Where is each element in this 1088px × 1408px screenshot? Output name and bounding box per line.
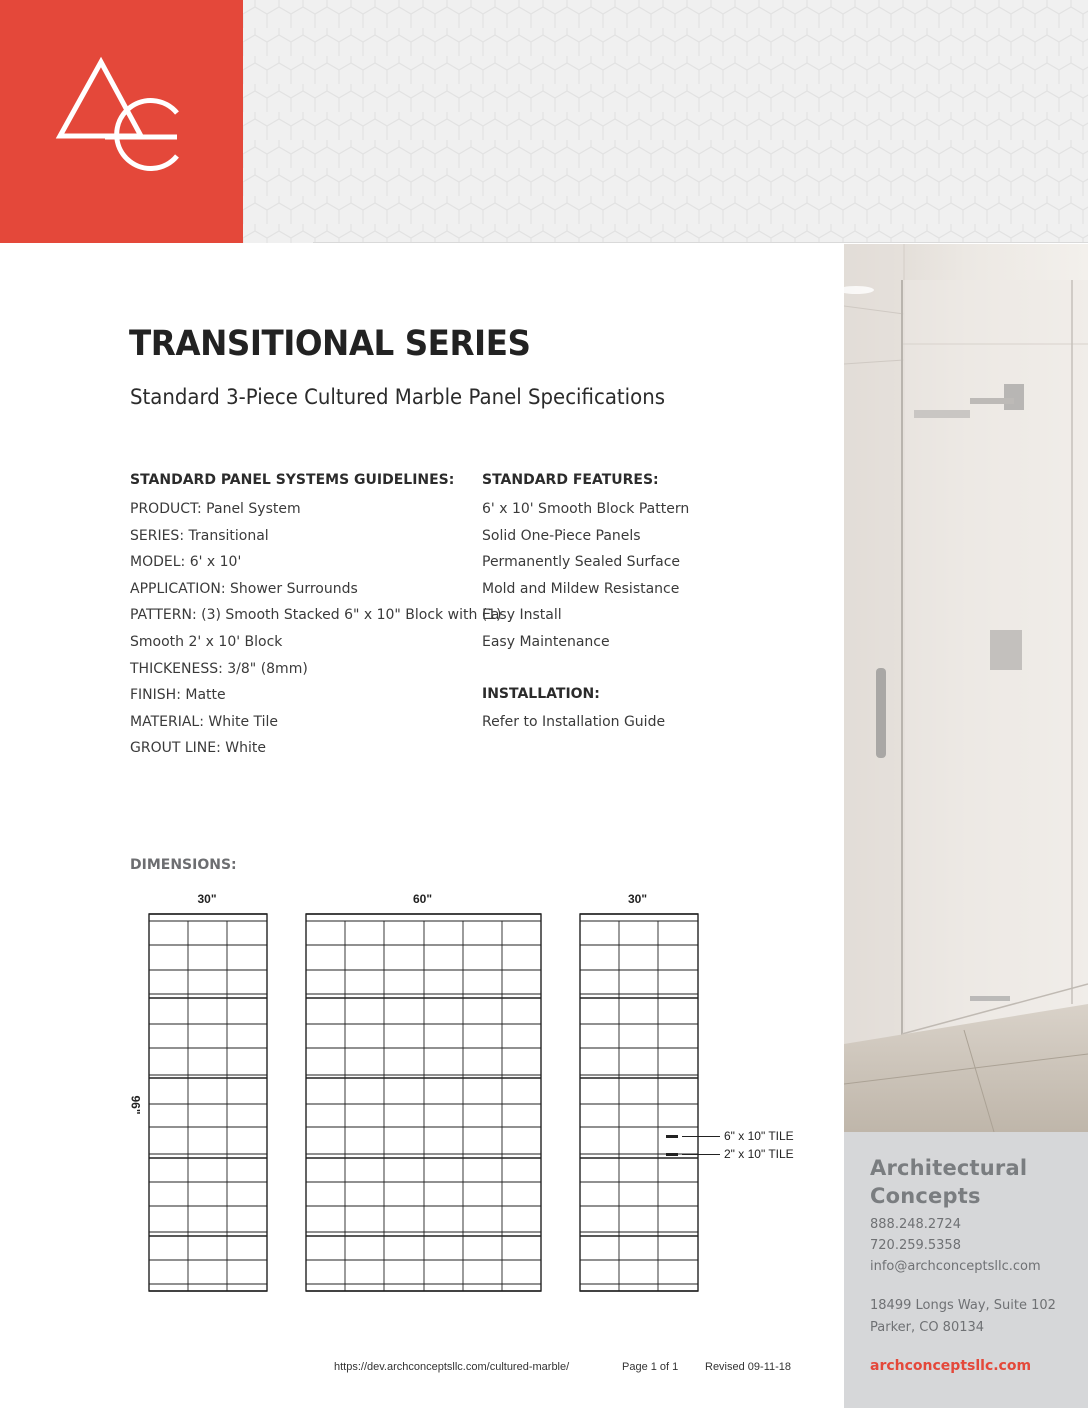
list-item: 6' x 10' Smooth Block Pattern bbox=[482, 501, 690, 517]
list-item: Refer to Installation Guide bbox=[482, 714, 666, 730]
tile-grid bbox=[148, 913, 268, 1292]
panel-outline bbox=[149, 914, 267, 1291]
list-item: FINISH: Matte bbox=[130, 687, 226, 704]
phone-number[interactable]: 720.259.5358 bbox=[870, 1238, 961, 1253]
panel-right-diagram bbox=[579, 913, 699, 1292]
panel-height-label: 96" bbox=[128, 1095, 143, 1115]
list-item: Mold and Mildew Resistance bbox=[482, 580, 680, 597]
shower-photo bbox=[844, 244, 1088, 1132]
list-item: Permanently Sealed Surface bbox=[482, 554, 681, 571]
tile-marker-icon bbox=[666, 1153, 678, 1156]
phone-number[interactable]: 888.248.2724 bbox=[870, 1217, 961, 1232]
tile-grid bbox=[579, 913, 699, 1292]
panel-center-width-label: 60" bbox=[412, 892, 433, 906]
features-heading: STANDARD FEATURES: bbox=[482, 472, 659, 488]
installation-heading: INSTALLATION: bbox=[482, 686, 600, 702]
dimensions-heading: DIMENSIONS: bbox=[130, 857, 237, 873]
list-item: Solid One-Piece Panels bbox=[482, 527, 641, 544]
company-name-line: Architectural bbox=[870, 1156, 1028, 1180]
guidelines-heading: STANDARD PANEL SYSTEMS GUIDELINES: bbox=[130, 472, 455, 488]
company-name-line: Concepts bbox=[870, 1184, 981, 1208]
tile-grid bbox=[305, 913, 542, 1292]
panel-right-width-label: 30" bbox=[627, 892, 648, 906]
panel-left-width-label: 30" bbox=[197, 892, 217, 906]
list-item: Easy Maintenance bbox=[482, 633, 610, 650]
leader-line bbox=[682, 1154, 720, 1155]
email-link[interactable]: info@archconceptsllc.com bbox=[870, 1259, 1041, 1274]
shower-image bbox=[844, 244, 1088, 1132]
legend-large-tile bbox=[666, 1129, 794, 1143]
header-rule bbox=[313, 242, 1088, 243]
page-title: TRANSITIONAL SERIES bbox=[129, 324, 531, 364]
contact-panel bbox=[844, 1132, 1088, 1408]
list-item: Easy Install bbox=[482, 607, 562, 624]
list-item: MATERIAL: White Tile bbox=[130, 713, 279, 730]
ac-monogram-logo-icon bbox=[0, 0, 243, 243]
list-item: MODEL: 6' x 10' bbox=[130, 554, 242, 571]
legend-label: 6" x 10" TILE bbox=[724, 1129, 794, 1143]
tile-marker-icon bbox=[666, 1135, 678, 1138]
list-item: SERIES: Transitional bbox=[130, 527, 269, 544]
panel-left-diagram bbox=[148, 913, 268, 1292]
footer-revised-date: Revised 09-11-18 bbox=[705, 1361, 792, 1373]
list-item: PRODUCT: Panel System bbox=[130, 501, 301, 517]
header-pattern-background bbox=[243, 0, 1088, 243]
list-item: THICKENESS: 3/8" (8mm) bbox=[130, 660, 308, 677]
address-line: Parker, CO 80134 bbox=[870, 1320, 985, 1335]
legend-small-tile bbox=[666, 1147, 794, 1161]
list-item: Smooth 2' x 10' Block bbox=[130, 633, 283, 650]
panel-center-diagram bbox=[305, 913, 542, 1292]
website-link[interactable]: archconceptsllc.com bbox=[870, 1358, 1032, 1374]
list-item: APPLICATION: Shower Surrounds bbox=[130, 580, 358, 597]
company-name bbox=[870, 1154, 1027, 1210]
hexagon-pattern bbox=[243, 0, 1088, 243]
footer-page-number: Page 1 of 1 bbox=[622, 1361, 679, 1373]
list-item: GROUT LINE: White bbox=[130, 740, 266, 757]
page-subtitle: Standard 3-Piece Cultured Marble Panel Specifications bbox=[130, 385, 666, 409]
legend-label: 2" x 10" TILE bbox=[724, 1147, 794, 1161]
panel-outline bbox=[580, 914, 698, 1291]
installation-list bbox=[482, 709, 665, 736]
features-list bbox=[482, 496, 689, 656]
address-line: 18499 Longs Way, Suite 102 bbox=[870, 1298, 1056, 1313]
panel-outline bbox=[306, 914, 541, 1291]
leader-line bbox=[682, 1136, 720, 1137]
list-item: PATTERN: (3) Smooth Stacked 6" x 10" Block with (1) bbox=[130, 607, 502, 624]
footer-url[interactable]: https://dev.archconceptsllc.com/cultured-marble/ bbox=[334, 1361, 570, 1373]
guidelines-list bbox=[130, 496, 502, 762]
logo bbox=[0, 0, 243, 243]
